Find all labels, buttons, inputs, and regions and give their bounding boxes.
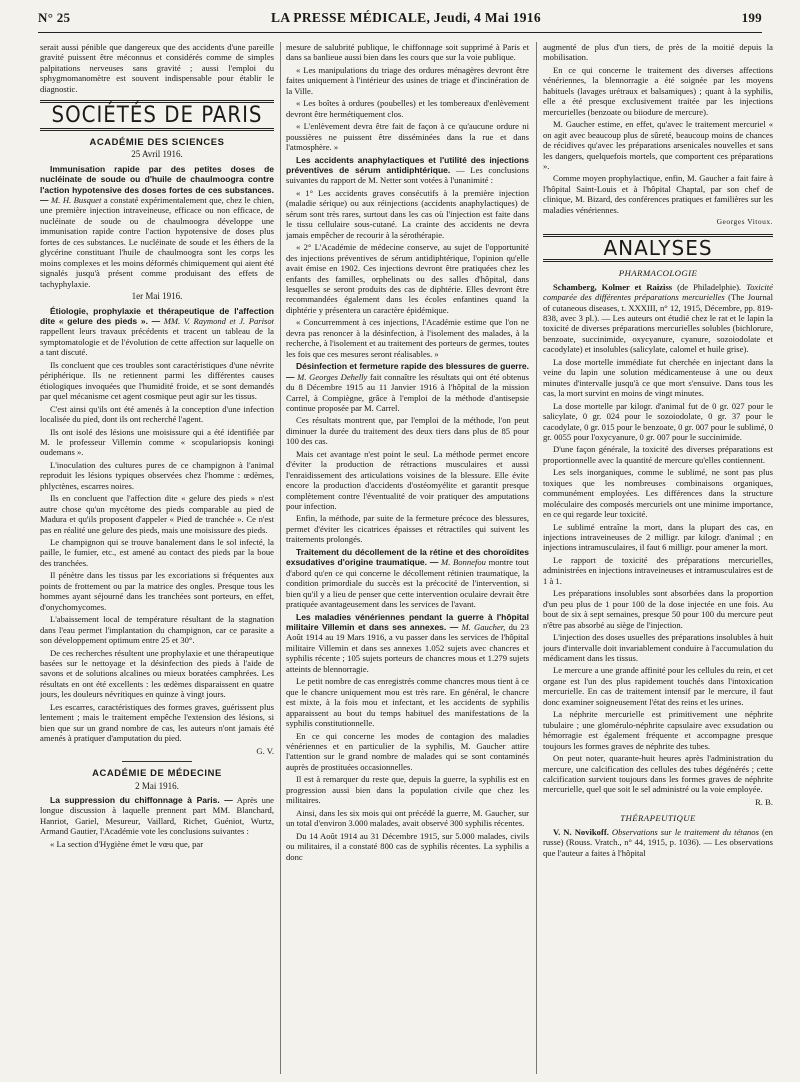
paragraph-text: Après une longue discussion à laquelle prennent part MM. Blanchard, Hanriot, Gariel, Mesureur, Vaillard, Richet, Guéniot, Wurtz, Armand Gautier, l'Académie vote les conclusions suivantes : xyxy=(40,795,274,837)
paragraph: L'inoculation des cultures pures de ce champignon à l'animal reproduit les lésions typiques observées chez l'homme : œdèmes, phlyctènes, escarres noires. xyxy=(40,459,274,491)
paragraph: En ce qui concerne les modes de contagion des maladies vénériennes et en particulier de la syphilis, M. Gaucher attire l'attention sur le grand nombre de malades qui se sont contaminés auprès de prostituées occasionnelles. xyxy=(286,730,529,772)
author: M. Gaucher, xyxy=(461,622,506,633)
section-title: SOCIÉTÉS DE PARIS xyxy=(51,103,263,129)
paragraph-text: — Les auteurs ont étudié chez le rat et le lapin la toxicité de diverses préparations mercurielles solubles (bichlorure, benzoate, succinimide, oxycyanure, cyanure, sozoiodolate et cacodylate) et insolubles (salicylate, calomel et huile grise). xyxy=(543,312,773,355)
author: Schamberg, Kolmer et Raiziss xyxy=(553,281,673,292)
affiliation: (de Philadelphie). xyxy=(677,281,742,292)
journal-title: LA PRESSE MÉDICALE, Jeudi, 4 Mai 1916 xyxy=(271,10,541,25)
paragraph: L'abaissement local de température résultant de la stagnation dans l'eau permet l'implantation du champignon, car ce parasite a son développement optimum entre 25 et 30°. xyxy=(40,614,274,646)
author: V. N. Novikoff. xyxy=(553,826,609,837)
paragraph: De ces recherches résultent une prophylaxie et une thérapeutique basées sur le nettoyage et la désinfection des pieds à l'aide de savons et de solutions alcalines ou mieux boratées camphrées. Les résultats en ont été excellents : les œdèmes disparaissent en quatre jours, les douleurs névritiques en quinze à vingt jours. xyxy=(40,647,274,700)
paragraph: « Les boîtes à ordures (poubelles) et les tombereaux d'enlèvement devront être hermétiquement clos. xyxy=(286,98,529,119)
author: M. Bonnefou xyxy=(441,557,486,568)
paragraph-text: rappellent leurs travaux précédents et tracent un tableau de la symptomatologie et de l'évolution de cette affection sur laquelle on a tant discuté. xyxy=(40,326,274,358)
paragraph: La néphrite mercurielle est primitivement une néphrite tubulaire ; une glomérulo-néphrite capsulaire avec exsudation ou hémorragie est également fréquente et accompagne presque toujours les formes graves de néphrite des tubes. xyxy=(543,709,773,751)
column-middle xyxy=(286,42,529,1074)
paragraph-text: — Les conclusions suivantes du rapport de M. Netter sont votées à l'unanimité : xyxy=(286,164,529,186)
paragraph: On peut noter, quarante-huit heures après l'administration du mercure, une calcification des cellules des tubes dégénérés ; cette calcification survient toujours dans les formes graves de néphrite mercurielle, quel que soit le sel administré ou la voie employée. xyxy=(543,753,773,795)
paragraph: « 1° Les accidents graves consécutifs à la première injection (maladie sérique) ou aux réinjections (accidents anaphylactiques) de sérum sont très rares, surtout dans les cas où l'injection est faite dans le tissu cellulaire sous-cutané. La crainte des accidents ne devra jamais empêcher de recourir à la sérothérapie. xyxy=(286,187,529,240)
paragraph: Ils en concluent que l'affection dite « gelure des pieds » n'est autre chose qu'un mycétome des pieds comparable au pied de Madura et qu'ils proposent d'appeler « Pied de tranchée ». Ce n'est pas en réalité une gelure des pieds, mais une moisissure des pieds. xyxy=(40,493,274,535)
paragraph xyxy=(40,164,274,289)
signature: G. V. xyxy=(256,745,274,756)
society-heading: ACADÉMIE DES SCIENCES xyxy=(89,135,225,147)
subsection-heading: PHARMACOLOGIE xyxy=(618,268,698,279)
article-lead: Les maladies vénériennes pendant la guerre à l'hôpital militaire Villemin et dans ses annexes. — xyxy=(286,611,529,633)
author: M. H. Busquet xyxy=(51,194,102,205)
paragraph: Comme moyen prophylactique, enfin, M. Gaucher a fait faire à l'hôpital Saint-Louis et à l'hôpital Chaptal, par son chef de clinique, M. Bizard, des conférences pratiques et familières sur les maladies vénériennes. xyxy=(543,173,773,215)
paragraph: Du 14 Août 1914 au 31 Décembre 1915, sur 5.000 malades, civils ou militaires, il a constaté 800 cas de syphilis récentes. La syphilis a donc xyxy=(286,830,529,862)
paragraph-text: montre tout d'abord qu'en ce qui concerne le décollement rétinien traumatique, la condition primordiale du succès est la précocité de l'intervention, si bien qu'il y a lieu de penser que cette intervention oculaire devrait être pratiquée avantageusement dans les services de l'avant. xyxy=(286,557,529,610)
paragraph-text: a constaté expérimentalement que, chez le chien, une première injection intraveineuse, efficace ou non efficace, de nucléinate de soude ou de chaulmoogra développe une immunisation rapide contre l'action hypotensive de doses plus fortes de ces substances. Le nucléinate de soude et les éthers de la glycérine constituant l'huile de chaulmoogra sont les corps les moins complexes et les moins déformés chimiquement qui aient été signalés jusqu'à présent comme produisant des effets de tachyphylaxie. xyxy=(40,194,274,289)
article-lead: La suppression du chiffonnage à Paris. — xyxy=(50,795,233,805)
author: M. Georges Dehelly xyxy=(297,371,368,382)
paragraph: Les sels inorganiques, comme le sublimé, ne sont pas plus toxiques que les nombreuses combinaisons organiques, communément employées. Les différences dans la structure moléculaire des composés mercuriels ont une minime importance, en ce qui regarde leur toxicité. xyxy=(543,467,773,520)
paragraph xyxy=(543,827,773,858)
paragraph xyxy=(286,547,529,610)
paragraph: Enfin, la méthode, par suite de la fermeture précoce des blessures, permet d'éviter les cicatrices épaisses et rétractiles qui suivent les traitements prolongés. xyxy=(286,513,529,545)
paragraph xyxy=(543,282,773,355)
paragraph: Il pénètre dans les tissus par les excoriations si fréquentes aux points de frottement ou par la matrice des ongles. Presque tous les hommes ayant séjourné dans les tranchées sont porteurs, en effet, d'onychomycomes. xyxy=(40,570,274,612)
paragraph: Mais cet avantage n'est point le seul. La méthode permet encore d'éviter la production de rétractions musculaires et aussi l'enraidissement des articulations voisines de la blessure. Elle évite encore la production d'accidents d'ostéomyélite et garantit presque complètement contre l'éventualité de voir pratiquer des amputations pour infection. xyxy=(286,448,529,512)
paragraph: Le mercure a une grande affinité pour les cellules du rein, et cet organe est l'un des plus rapidement touchés dans l'intoxication mercurielle. En cas de traitement intensif par le mercure, il faut donc examiner soigneusement l'état des reins et les urines. xyxy=(543,665,773,707)
paragraph: Ils ont isolé des lésions une moisissure qui a été identifiée par M. le professeur Villemin comme « scopulariopsis koningi oudemans ». xyxy=(40,426,274,458)
paragraph: « Les manipulations du triage des ordures ménagères devront être faites uniquement à l'intérieur des usines de triage et d'incinération de la Ville. xyxy=(286,64,529,96)
paragraph: L'injection des doses usuelles des préparations insolubles à huit jours d'intervalle doit invariablement conduire à l'accumulation du médicament dans les tissus. xyxy=(543,632,773,664)
column-right xyxy=(543,42,773,1074)
signature: R. B. xyxy=(755,796,773,807)
article-lead: Immunisation rapide par des petites doses de nucléinate de soude ou d'huile de chaulmoogra contre l'action hypotensive des doses fortes de ces substances. — xyxy=(40,163,274,205)
paragraph xyxy=(40,795,274,837)
article-lead: Les accidents anaphylactiques et l'utilité des injections préventives de sérum antidiphtérique. xyxy=(286,154,529,175)
column-left xyxy=(40,42,274,1074)
paragraph xyxy=(286,361,529,413)
signature: Georges Vitoux. xyxy=(716,217,773,227)
paragraph: « Concurremment à ces injections, l'Académie estime que l'on ne devra pas renoncer à la désinfection, à l'isolement des malades, à la recherche, à l'isolement et au traitement des porteurs de germes, toutes les fois que ces mesures seront réalisables. » xyxy=(286,317,529,359)
paragraph: Les escarres, caractéristiques des formes graves, guérissent plus lentement ; mais le traitement empêche l'extension des lésions, si bien que sur un grand nombre de cas, les auteurs n'ont jamais été amenés à pratiquer d'amputation du pied. xyxy=(40,701,274,744)
author: MM. V. Raymond et J. Parisot xyxy=(163,315,274,326)
article-title: Observations sur le traitement du tétanos xyxy=(611,826,759,837)
page-header xyxy=(38,10,762,33)
article-title: Toxicité comparée des différentes préparations mercurielles xyxy=(543,281,773,303)
issue-number: N° 25 xyxy=(38,10,71,25)
section-title: ANALYSES xyxy=(603,235,713,260)
paragraph: La dose mortelle immédiate fut cherchée en injectant dans la veine du lapin une solution médicamenteuse à une ou deux minutes d'intervalle jusqu'à ce que mort s'ensuive. Dans tous les cas, la mort survint en moins de vingt minutes. xyxy=(543,356,773,399)
session-date: 2 Mai 1916. xyxy=(135,780,179,791)
separator xyxy=(122,761,192,762)
session-date: 25 Avril 1916. xyxy=(131,149,183,160)
paragraph: C'est ainsi qu'ils ont été amenés à la conception d'une infection localisée du pied, dont ils ont recherché l'agent. xyxy=(40,403,274,425)
paragraph-text: du 23 Août 1914 au 19 Mars 1916, a vu passer dans les services de l'hôpital militaire Villemin et dans ses annexes 1.052 sujets avec chancres et syphilis récente ; 105 sujets porteurs de chancres mous et 1.279 sujets atteints de blennorragie. xyxy=(286,622,529,674)
article-lead: Désinfection et fermeture rapide des blessures de guerre. — xyxy=(286,361,529,382)
column-divider xyxy=(536,42,537,1074)
paragraph: En ce qui concerne le traitement des diverses affections vénériennes, la blennorragie a été soignée par les moyens habituels (lavages urétraux et balsamiques) ; quant à la syphilis, elle a été presque exclusivement traitée par les injections mercurielles (benzoate ou biiodure de mercure). xyxy=(543,64,773,117)
paragraph: mesure de salubrité publique, le chiffonnage soit supprimé à Paris et dans sa banlieue aussi bien dans les cours que sur la voie publique. xyxy=(286,42,529,63)
paragraph: augmenté de plus d'un tiers, de près de la moitié depuis la mobilisation. xyxy=(543,42,773,63)
paragraph: serait aussi pénible que dangereux que des accidents d'une pareille gravité puissent être méconnus et considérés comme de simples palpitations nerveuses sans gravité ; aussi l'emploi du sphygmomanomètre est souvent indispensable pour établir le diagnostic. xyxy=(40,42,274,94)
page-number: 199 xyxy=(741,10,762,25)
paragraph: Ils concluent que ces troubles sont caractéristiques d'une névrite périphérique. Ils ne retiennent parmi les différentes causes étiologiques invoquées que l'humidité froide, et se sont demandés par quel mécanisme cet agent cosmique peut agir sur les tissus. xyxy=(40,359,274,402)
paragraph-text: — Les observations que l'auteur a faites à l'hôpital xyxy=(543,837,773,858)
column-divider xyxy=(280,42,281,1074)
paragraph-text: fait connaître les résultats qui ont été obtenus du 8 Décembre 1915 au 11 Janvier 1916 à l'hôpital de la mission Carrel, à Compiègne, grâce à l'emploi de la méthode d'antisepsie continue proposée par M. Carrel. xyxy=(286,371,529,413)
paragraph: Ainsi, dans les six mois qui ont précédé la guerre, M. Gaucher, sur un total d'environ 3.000 malades, avait observé 300 syphilis récentes. xyxy=(286,807,529,829)
paragraph: Il est à remarquer du reste que, depuis la guerre, la syphilis est en progression aussi bien dans la population civile que chez les militaires. xyxy=(286,774,529,806)
paragraph: Les préparations insolubles sont absorbées dans la proportion d'un peu plus de 1 pour 100 de la dose injectée en une fois. Au bout de six à sept semaines, presque 50 pour 100 du mercure peut n'être pas absorbé au siège de l'injection. xyxy=(543,588,773,630)
article-lead: Étiologie, prophylaxie et thérapeutique de l'affection dite « gelure des pieds ». — xyxy=(40,305,274,326)
paragraph xyxy=(286,612,529,675)
paragraph xyxy=(286,155,529,186)
paragraph xyxy=(40,306,274,358)
section-rule xyxy=(40,128,274,131)
paragraph: Le rapport de toxicité des préparations mercurielles, administrées en injections intraveineuses et intramusculaires est de 1 à 1. xyxy=(543,554,773,586)
paragraph: Ces résultats montrent que, par l'emploi de la méthode, l'on peut diminuer la durée du traitement des deux tiers dans plus de 85 pour 100 des cas. xyxy=(286,415,529,447)
subsection-heading: THÉRAPEUTIQUE xyxy=(620,813,696,824)
paragraph: M. Gaucher estime, en effet, qu'avec le traitement mercuriel « on agit avec beaucoup plus de sûreté, beaucoup moins de chances de récidives qu'avec les préparations arsenicales nouvelles et sans les dangers, quelquefois mortels, que comportent ces préparations ». xyxy=(543,119,773,171)
paragraph: « L'enlèvement devra être fait de façon à ce qu'aucune ordure ni poussières ne puissent être disséminées dans la rue et dans l'atmosphère. » xyxy=(286,121,529,153)
paragraph: D'une façon générale, la toxicité des diverses préparations est proportionnelle avec la quantité de mercure qu'elles contiennent. xyxy=(543,444,773,465)
paragraph: Le sublimé entraîne la mort, dans la plupart des cas, en injections intraveineuses de 2 milligr. par kilogr. d'animal ; en injections intramusculaires, il faut 6 milligr. pour amener la mort. xyxy=(543,521,773,553)
paragraph: Le petit nombre de cas enregistrés comme chancres mous tient à ce que le chancre uniquement mou est très rare. En général, le chancre est mixte, à la fois mou et infectant, et les accidents de syphilis apparaissent au bout du temps habituel des manifestations de la syphilis constitutionnelle. xyxy=(286,676,529,729)
reference: (en russe) (Rouss. Vratch., n° 44, 1915, p. 1036). xyxy=(543,826,773,848)
reference: (The Journal of cutaneous diseases, t. XXXIII, n° 12, 1915, Décembre, pp. 819-838, avec 3 pl.). xyxy=(543,292,773,323)
paragraph: « 2° L'Académie de médecine conserve, au sujet de l'opportunité des injections préventives de sérum antidiphtérique, l'opinion qu'elle avait émise en 1902. Ces injections devront être pratiquées chez les enfants des familles, orphelinats ou des salles d'hôpital, dans lesquelles se seront produits des cas de diphtérie. Elles devront être recommandées également dans les écoles enfantines quand la diphtérie y présentera un caractère épidémique. xyxy=(286,242,529,315)
society-heading: ACADÉMIE DE MÉDECINE xyxy=(92,767,222,779)
paragraph: La dose mortelle par kilogr. d'animal fut de 0 gr. 027 pour le salicylate, 0 gr. 024 pour le sozoiodolate, 0 gr. 37 pour le cacodylate, 0 gr. 015 pour le benzoate, 0 gr. 007 pour le sublimé, 0 gr. 0055 pour l'oxycyanure, 0 gr. 007 pour le succinimide. xyxy=(543,400,773,442)
article-lead: Traitement du décollement de la rétine et des choroïdites exsudatives d'origine traumatique. — xyxy=(286,546,529,568)
paragraph: Le champignon qui se trouve banalement dans le sol infecté, la paille, le fumier, etc., est amené au contact des pieds par la boue des tranchées. xyxy=(40,537,274,568)
paragraph: « La section d'Hygiène émet le vœu que, par xyxy=(50,838,204,849)
session-date: 1er Mai 1916. xyxy=(131,291,183,302)
